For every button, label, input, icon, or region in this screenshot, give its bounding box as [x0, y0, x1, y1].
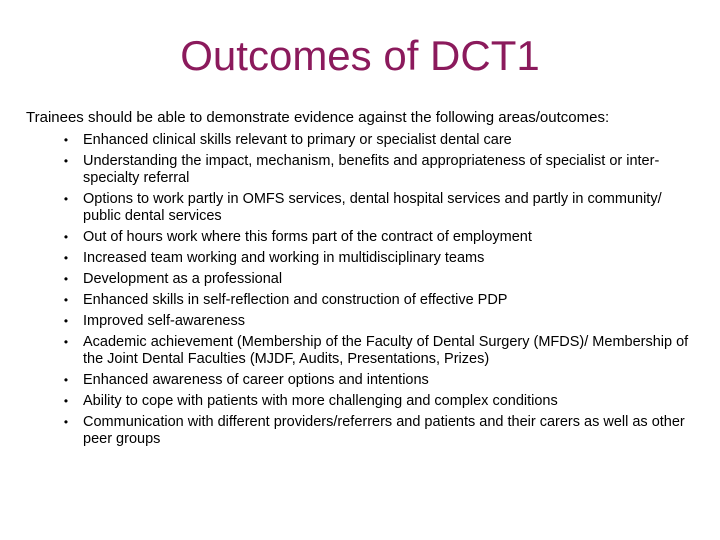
list-item: [26, 393, 696, 410]
list-item-text: Understanding the impact, mechanism, benefits and appropriateness of specialist or inter-specialty referral: [83, 153, 660, 186]
list-item-text: Enhanced clinical skills relevant to primary or specialist dental care: [83, 132, 512, 148]
slide-title: Outcomes of DCT1: [180, 32, 540, 79]
list-item-text: Enhanced skills in self-reflection and construction of effective PDP: [83, 292, 508, 308]
list-item: [26, 372, 696, 389]
bullet-icon: •: [63, 192, 69, 206]
list-item: [26, 334, 696, 368]
bullet-icon: •: [63, 415, 69, 429]
bullet-icon: •: [63, 133, 69, 147]
list-item-text: Options to work partly in OMFS services, dental hospital services and partly in community/ public dental services: [83, 191, 662, 224]
list-item-text: Increased team working and working in multidisciplinary teams: [83, 250, 485, 266]
list-item: [26, 250, 696, 267]
bullet-icon: •: [63, 251, 69, 265]
list-item-text: Academic achievement (Membership of the Faculty of Dental Surgery (MFDS)/ Membership of the Joint Dental Faculties (MJDF, Audits, Presentations, Prizes): [83, 334, 689, 367]
outcomes-list: [26, 132, 696, 452]
list-item: [26, 132, 696, 149]
intro-text: Trainees should be able to demonstrate evidence against the following areas/outcomes:: [26, 109, 610, 126]
bullet-icon: •: [63, 394, 69, 408]
list-item: [26, 191, 696, 225]
list-item: [26, 153, 696, 187]
bullet-icon: •: [63, 373, 69, 387]
list-item: [26, 313, 696, 330]
list-item-text: Enhanced awareness of career options and intentions: [83, 372, 429, 388]
bullet-icon: •: [63, 314, 69, 328]
list-item-text: Communication with different providers/referrers and patients and their carers as well as other peer groups: [83, 414, 685, 447]
bullet-icon: •: [63, 335, 69, 349]
list-item-text: Ability to cope with patients with more challenging and complex conditions: [83, 393, 558, 409]
list-item: [26, 229, 696, 246]
list-item-text: Improved self-awareness: [83, 313, 245, 329]
list-item-text: Out of hours work where this forms part of the contract of employment: [83, 229, 532, 245]
list-item: [26, 414, 696, 448]
list-item-text: Development as a professional: [83, 271, 283, 287]
bullet-icon: •: [63, 154, 69, 168]
list-item: [26, 292, 696, 309]
bullet-icon: •: [63, 272, 69, 286]
bullet-icon: •: [63, 293, 69, 307]
bullet-icon: •: [63, 230, 69, 244]
list-item: [26, 271, 696, 288]
